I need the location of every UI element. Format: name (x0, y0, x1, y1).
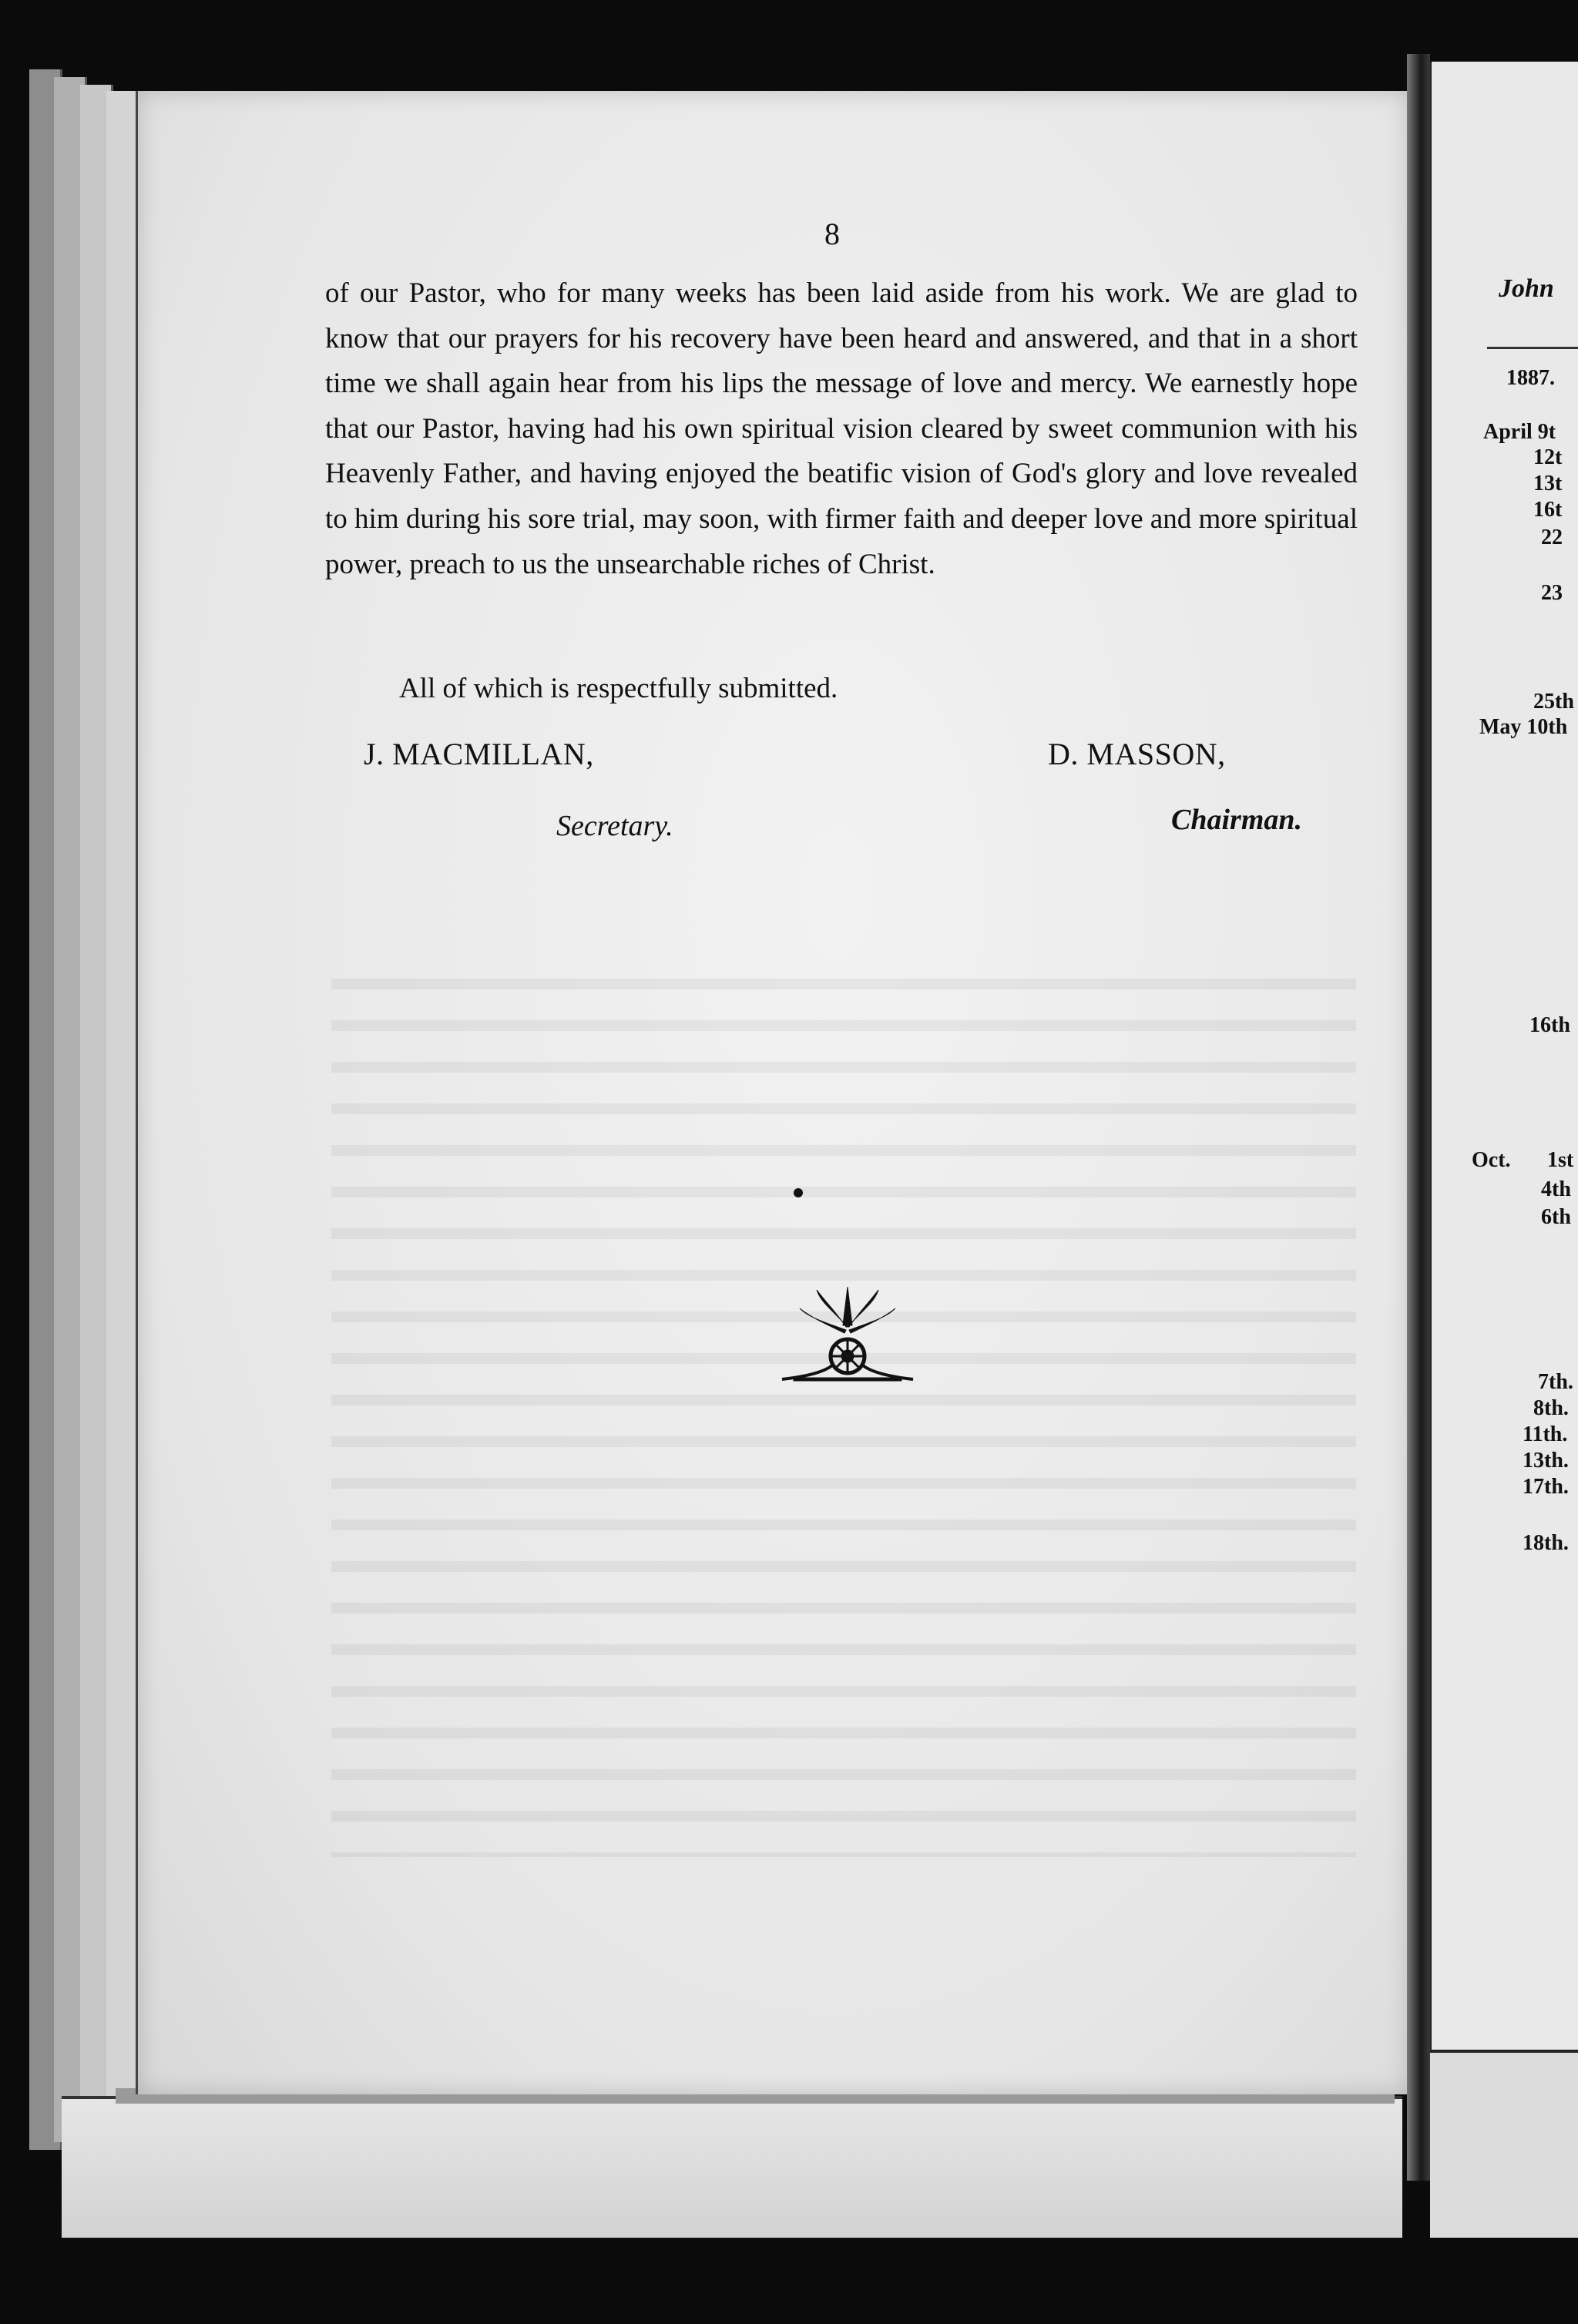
right-page-entry: 23 (1541, 581, 1563, 605)
chairman-name: D. MASSON, (1048, 737, 1226, 771)
right-page-entry: 18th. (1523, 1531, 1569, 1555)
right-page-entry: 1st (1547, 1148, 1574, 1172)
page-number: 8 (824, 217, 840, 251)
anthemion-ornament-icon (778, 1279, 917, 1395)
right-page (1430, 62, 1578, 2050)
book-gutter (1407, 54, 1430, 2181)
show-through-text (331, 948, 1356, 1857)
right-page-entry: 7th. (1538, 1370, 1573, 1394)
right-page-entry: 13th. (1523, 1449, 1569, 1473)
right-page-bottom-stack (1430, 2050, 1578, 2238)
right-page-entry: April 9t (1483, 420, 1556, 444)
right-page-entry: 22 (1541, 526, 1563, 549)
chairman-title: Chairman. (1171, 804, 1303, 836)
right-page-entry: 13t (1533, 472, 1563, 495)
ink-dot (794, 1188, 803, 1197)
right-page-entry: 11th. (1523, 1422, 1568, 1446)
right-page-rule (1487, 347, 1578, 349)
right-page-entry: 6th (1541, 1205, 1571, 1229)
right-page-entry: 17th. (1523, 1475, 1569, 1499)
right-page-entry: 16t (1533, 498, 1563, 522)
right-page-entry: 25th (1533, 690, 1574, 714)
closing-line: All of which is respectfully submitted. (399, 673, 838, 704)
right-page-title: John (1499, 274, 1554, 303)
right-page-entry: 4th (1541, 1177, 1571, 1201)
right-page-entry: May 10th (1479, 715, 1568, 739)
bottom-page-stack (62, 2096, 1402, 2238)
secretary-name: J. MACMILLAN, (364, 737, 594, 771)
report-paragraph: of our Pastor, who for many weeks has been laid aside from his work. We are glad to know that our prayers for his recovery have been heard and answered, and that in a short time we shall again hear from his lips the message of love and mercy. We earnestly hope that our Pastor, having had his own spiritual vision cleared by sweet communion with his Heavenly Father, and having enjoyed the beatific vision of God's glory and love revealed to him during his sore trial, may soon, with firmer faith and deeper love and more spiritual power, preach to us the unsearchable riches of Christ. (325, 277, 1358, 580)
right-page-entry: 16th (1529, 1013, 1570, 1037)
right-page-entry: 12t (1533, 445, 1563, 469)
right-page-entry: 8th. (1533, 1396, 1569, 1420)
page-edge (106, 91, 139, 2125)
right-page-year: 1887. (1506, 366, 1555, 390)
right-page-entry: Oct. (1472, 1148, 1511, 1172)
secretary-title: Secretary. (556, 810, 673, 842)
